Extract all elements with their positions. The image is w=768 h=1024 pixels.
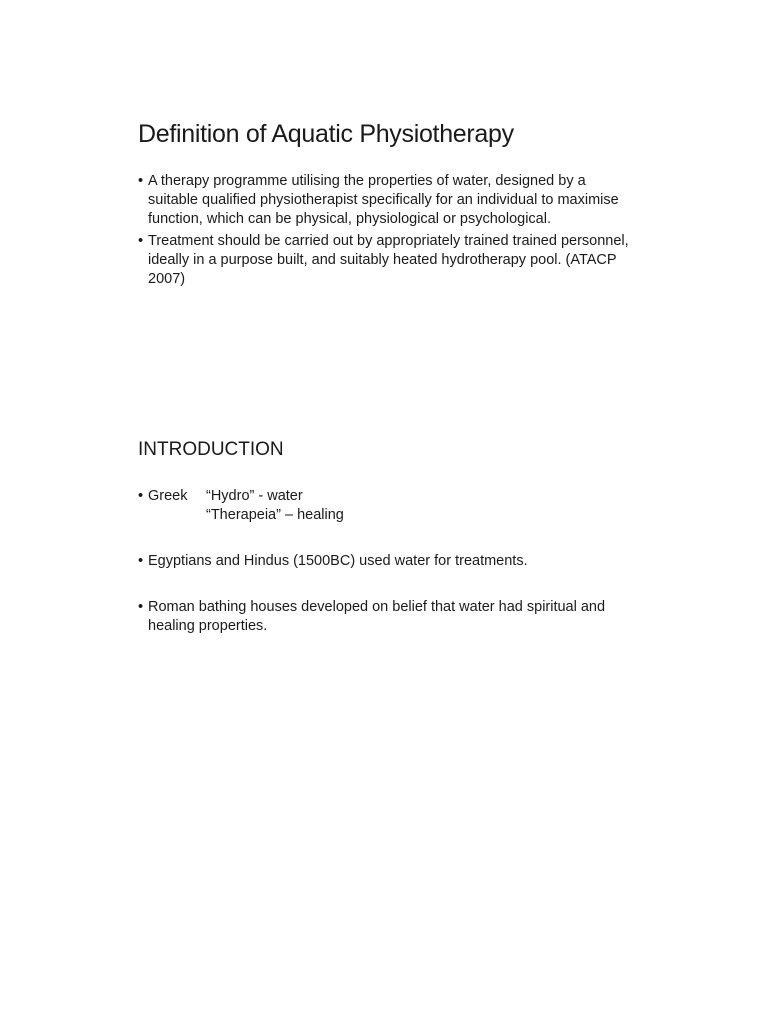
bullet-item bbox=[138, 552, 638, 571]
hydro-definition: “Hydro” - water bbox=[206, 488, 303, 504]
bullet-text: A therapy programme utilising the properties of water, designed by a suitable qualified physiotherapist specifically for an individual to maximise function, which can be physical, physiological or psychological. bbox=[148, 173, 619, 227]
bullet-text: Treatment should be carried out by appropriately trained trained personnel, ideally in a purpose built, and suitably heated hydrotherapy pool. (ATACP 2007) bbox=[148, 233, 629, 287]
bullet-marker: • bbox=[138, 173, 144, 189]
bullet-item bbox=[138, 598, 638, 636]
slide-title: INTRODUCTION bbox=[138, 439, 284, 460]
bullet-marker: • bbox=[138, 233, 144, 249]
bullet-item bbox=[138, 232, 638, 289]
bullet-text: Roman bathing houses developed on belief that water had spiritual and healing properties. bbox=[148, 599, 606, 634]
bullet-item bbox=[138, 172, 638, 229]
bullet-marker: • bbox=[138, 553, 144, 569]
greek-term: Greek bbox=[148, 488, 188, 504]
greek-etymology bbox=[148, 487, 638, 525]
therapeia-definition: “Therapeia” – healing bbox=[206, 507, 344, 523]
greek-line-hydro bbox=[148, 488, 303, 504]
bullet-list bbox=[138, 487, 638, 636]
bullet-item-greek bbox=[138, 487, 638, 525]
slide-introduction bbox=[96, 420, 672, 710]
slide-aquatic-physiotherapy-definition bbox=[96, 100, 672, 390]
bullet-marker: • bbox=[138, 599, 144, 615]
bullet-text: Egyptians and Hindus (1500BC) used water for treatments. bbox=[148, 553, 528, 569]
bullet-marker: • bbox=[138, 488, 144, 504]
bullet-list bbox=[138, 172, 638, 289]
slide-title: Definition of Aquatic Physiotherapy bbox=[138, 120, 514, 148]
